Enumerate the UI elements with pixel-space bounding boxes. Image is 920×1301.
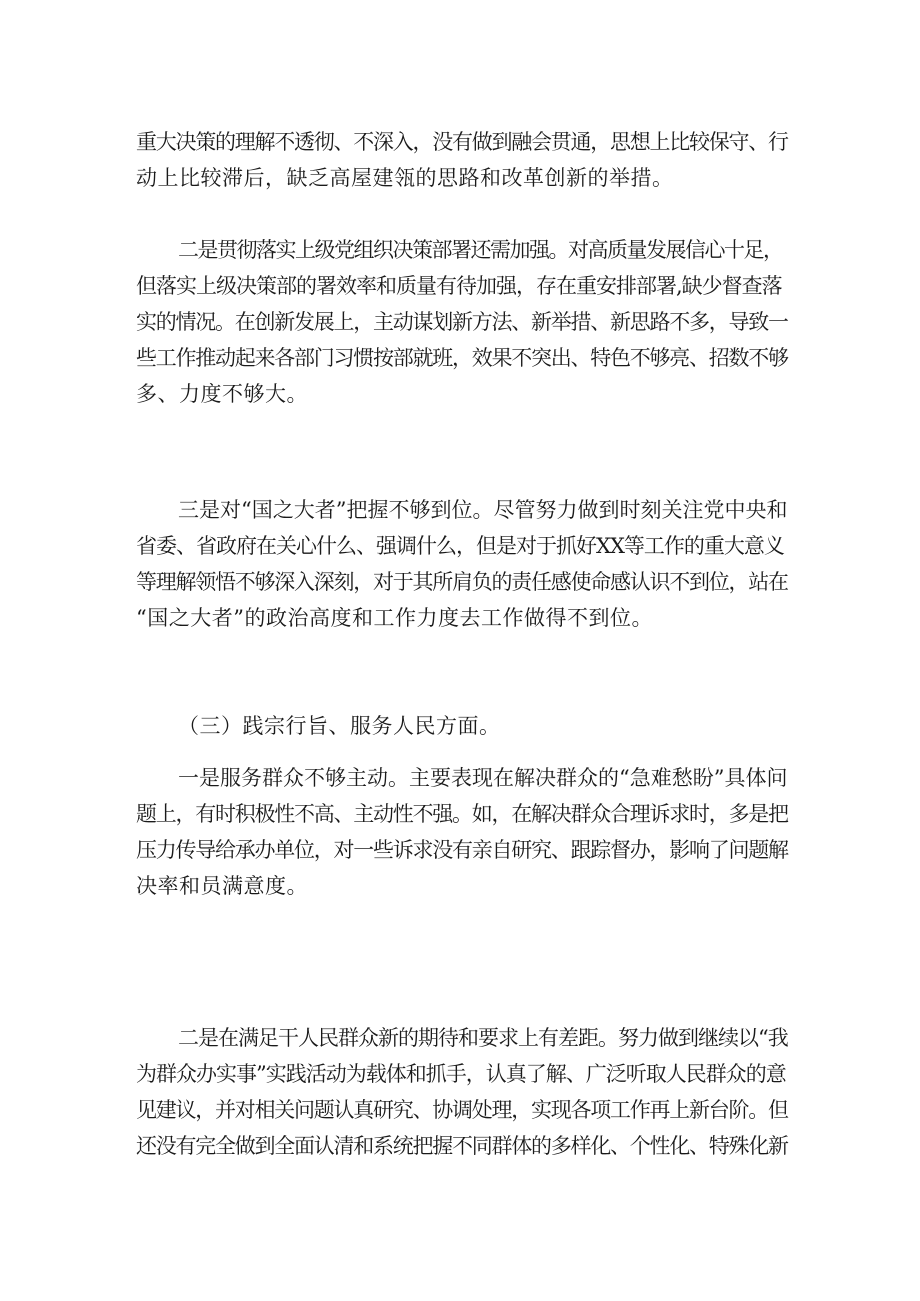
section-heading [136,708,788,744]
paragraph-4 [136,760,788,904]
paragraph-1 [136,124,788,196]
paragraph-5 [136,1020,788,1164]
paragraph-line: 等理解领悟不够深入深刻，对于其所肩负的责任感使命感认识不到位，站在 [136,570,788,594]
paragraph-line: 三是对“国之大者”把握不够到位。尽管努力做到时刻关注党中央和 [178,498,788,522]
paragraph-line: “国之大者”的政治高度和工作力度去工作做得不到位。 [136,606,653,630]
paragraph-line: 但落实上级决策部的署效率和质量有待加强，存在重安排部署,缺少督查落 [136,274,782,298]
paragraph-line: 决率和员满意度。 [136,874,308,898]
paragraph-line: 多、力度不够大。 [136,382,308,406]
paragraph-line: 还没有完全做到全面认清和系统把握不同群体的多样化、个性化、特殊化新 [136,1134,788,1158]
paragraph-line: 一是服务群众不够主动。主要表现在解决群众的“急难愁盼”具体问 [178,766,788,790]
paragraph-line: 为群众办实事”实践活动为载体和抓手，认真了解、广泛听取人民群众的意 [136,1062,786,1086]
paragraph-2 [136,232,788,412]
paragraph-line: 重大决策的理解不透彻、不深入，没有做到融会贯通，思想上比较保守、行 [136,130,788,154]
paragraph-line: 实的情况。在创新发展上，主动谋划新方法、新举措、新思路不多，导致一 [136,310,788,334]
paragraph-line: 动上比较滞后，缺乏高屋建瓴的思路和改革创新的举措。 [136,166,674,190]
paragraph-line: 压力传导给承办单位，对一些诉求没有亲自研究、跟踪督办，影响了问题解 [136,838,788,862]
paragraph-line: 省委、省政府在关心什么、强调什么，但是对于抓好XX等工作的重大意义 [136,534,784,558]
section-heading-text: （三）践宗行旨、服务人民方面。 [178,714,501,738]
paragraph-line: 些工作推动起来各部门习惯按部就班，效果不突出、特色不够亮、招数不够 [136,346,788,370]
paragraph-line: 见建议，并对相关问题认真研究、协调处理，实现各项工作再上新台阶。但 [136,1098,788,1122]
paragraph-3 [136,492,788,636]
paragraph-line: 二是在满足干人民群众新的期待和要求上有差距。努力做到继续以“我 [178,1026,788,1050]
paragraph-line: 二是贯彻落实上级党组织决策部署还需加强。对高质量发展信心十足， [178,238,783,262]
paragraph-line: 题上，有时积极性不高、主动性不强。如，在解决群众合理诉求时，多是把 [136,802,788,826]
